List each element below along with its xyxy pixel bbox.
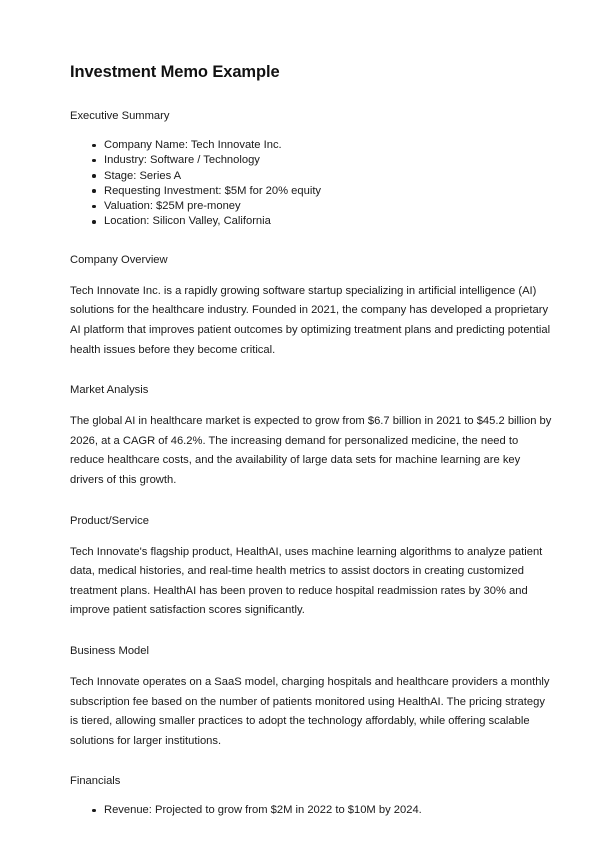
bullet-icon <box>92 220 96 224</box>
list-item-text: Requesting Investment: $5M for 20% equity <box>104 184 322 197</box>
section-company-overview <box>70 252 554 360</box>
list-item-text: Stage: Series A <box>104 169 182 182</box>
section-paragraph-market-analysis: The global AI in healthcare market is expected to grow from $6.7 billion in 2021 to $45.2 billion by 2026, at a CAGR of 46.2%. The increasing demand for personalized medicine, the need to reduce healthcare costs, and the availability of large data sets for machine learning are key drivers of this growth. <box>70 415 552 486</box>
section-heading-executive-summary: Executive Summary <box>70 110 170 122</box>
section-financials <box>70 773 554 818</box>
list-item <box>70 214 554 229</box>
list-item <box>70 169 554 184</box>
bullet-icon <box>92 144 96 148</box>
list-item-text: Revenue: Projected to grow from $2M in 2022 to $10M by 2024. <box>104 804 422 817</box>
section-heading-product-service: Product/Service <box>70 514 149 527</box>
bullet-icon <box>92 205 96 209</box>
section-heading-market-analysis: Market Analysis <box>70 384 149 397</box>
list-item <box>70 199 554 214</box>
section-heading-business-model: Business Model <box>70 644 149 657</box>
bullet-icon <box>92 809 96 813</box>
list-item <box>70 803 554 818</box>
section-paragraph-company-overview: Tech Innovate Inc. is a rapidly growing software startup specializing in artificial intelligence (AI) solutions for the healthcare industry. Founded in 2021, the company has developed a proprietary AI platform that improves patient outcomes by optimizing treatment plans and predicting potential health issues before they become critical. <box>70 284 551 356</box>
section-market-analysis <box>70 382 554 490</box>
section-product-service <box>70 513 554 621</box>
list-item <box>70 184 554 199</box>
section-business-model <box>70 643 554 751</box>
section-executive-summary <box>70 108 554 230</box>
page-title: Investment Memo Example <box>70 63 280 81</box>
list-item <box>70 138 554 153</box>
bullet-icon <box>92 174 96 178</box>
financials-list <box>70 803 554 818</box>
bullet-icon <box>92 189 96 193</box>
list-item-text: Valuation: $25M pre-money <box>104 200 241 213</box>
executive-summary-list <box>70 138 554 230</box>
bullet-icon <box>92 159 96 163</box>
section-heading-financials: Financials <box>70 775 121 788</box>
document-body <box>70 62 554 841</box>
section-heading-company-overview: Company Overview <box>70 253 168 266</box>
list-item <box>70 153 554 168</box>
section-paragraph-product-service: Tech Innovate's flagship product, HealthAI, uses machine learning algorithms to analyze patient data, medical histories, and real-time health metrics to assist doctors in creating customized treatment plans. HealthAI has been proven to reduce hospital readmission rates by 30% and improve patient satisfaction scores significantly. <box>70 545 543 617</box>
list-item-text: Company Name: Tech Innovate Inc. <box>104 139 282 151</box>
list-item-text: Location: Silicon Valley, California <box>104 215 271 228</box>
list-item-text: Industry: Software / Technology <box>104 154 260 167</box>
section-paragraph-business-model: Tech Innovate operates on a SaaS model, charging hospitals and healthcare providers a monthly subscription fee based on the number of patients monitored using HealthAI. The pricing strategy is tiered, allowing smaller practices to adopt the technology affordably, while offering scalable solutions for larger institutions. <box>70 675 550 747</box>
